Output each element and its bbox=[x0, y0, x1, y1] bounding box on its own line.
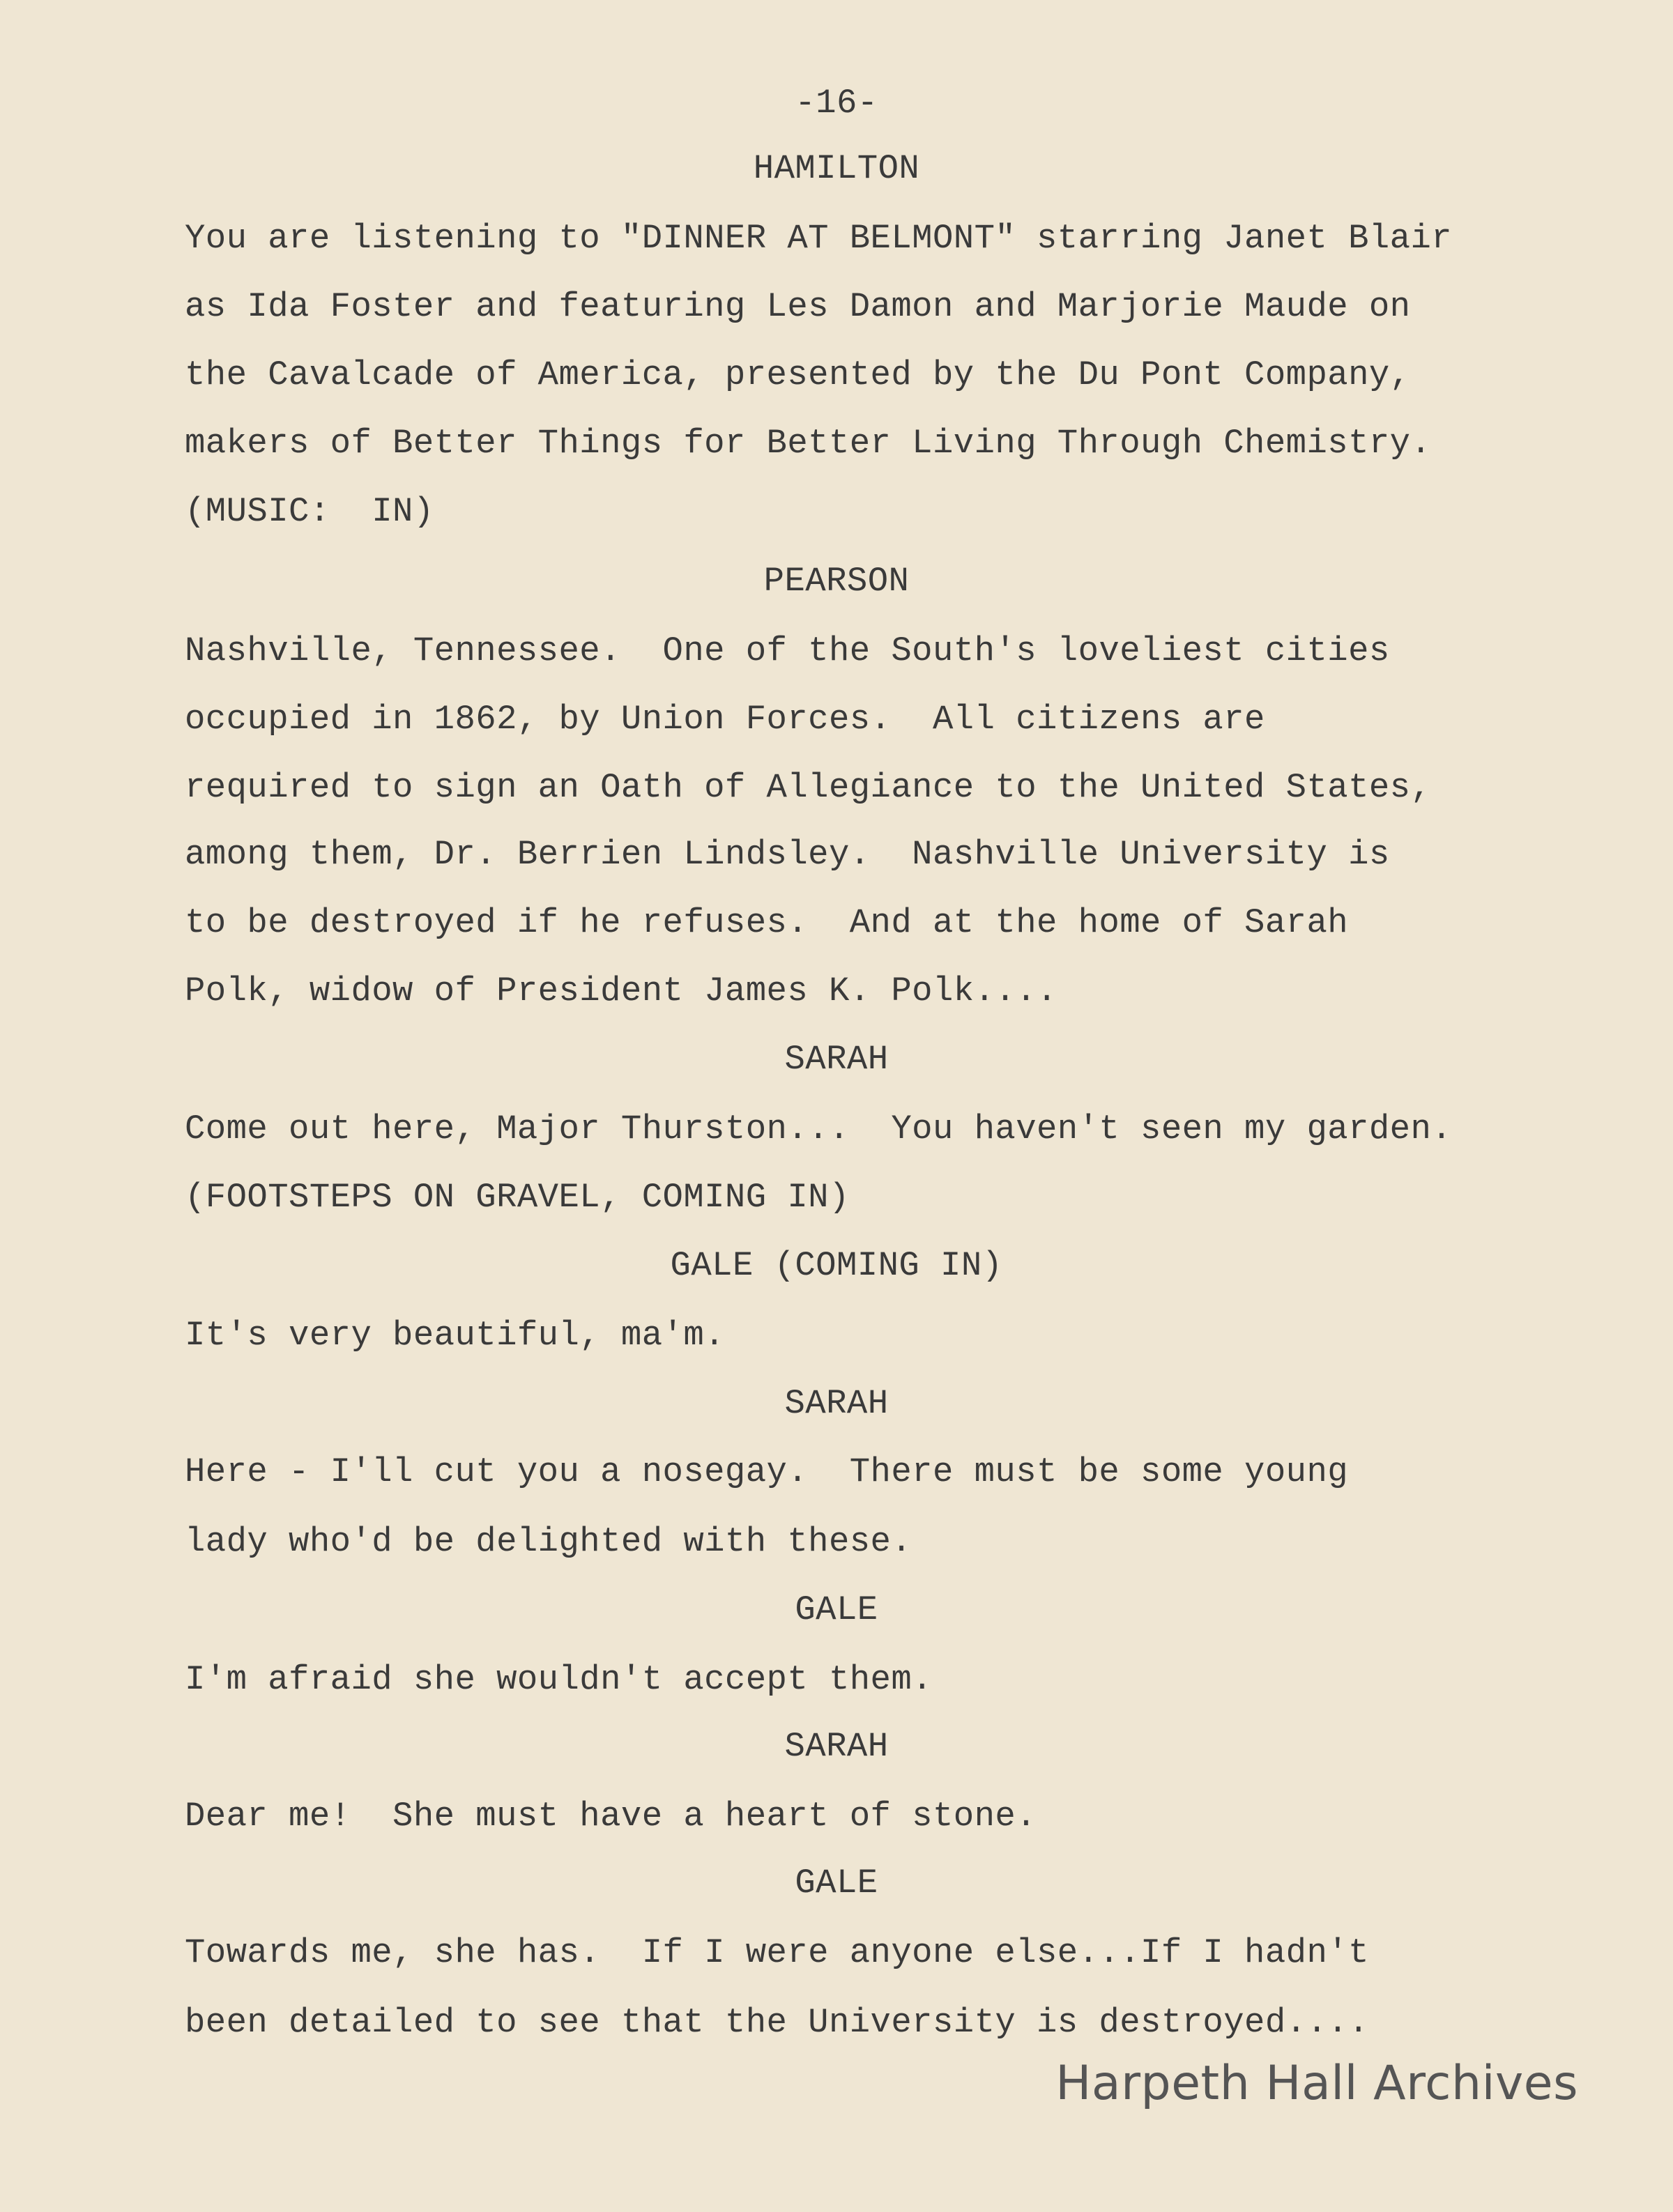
speaker-heading: HAMILTON bbox=[753, 149, 920, 188]
sound-cue: (FOOTSTEPS ON GRAVEL, COMING IN) bbox=[185, 1178, 850, 1217]
speaker-heading: GALE (COMING IN) bbox=[670, 1246, 1003, 1285]
page-number: -16- bbox=[795, 84, 878, 123]
speaker-heading: SARAH bbox=[784, 1727, 889, 1766]
sound-cue: (MUSIC: IN) bbox=[185, 492, 434, 531]
speaker-heading: PEARSON bbox=[763, 562, 910, 601]
script-line: the Cavalcade of America, presented by the Du Pont Company, bbox=[185, 355, 1411, 394]
script-line: Towards me, she has. If I were anyone else...If I hadn't bbox=[185, 1933, 1369, 1972]
speaker-heading: GALE bbox=[795, 1590, 878, 1629]
speaker-heading: SARAH bbox=[784, 1384, 889, 1423]
script-line: required to sign an Oath of Allegiance to the United States, bbox=[185, 768, 1432, 807]
speaker-heading: GALE bbox=[795, 1864, 878, 1903]
script-line: Polk, widow of President James K. Polk.... bbox=[185, 971, 1057, 1011]
script-line: Dear me! She must have a heart of stone. bbox=[185, 1797, 1037, 1836]
script-line: I'm afraid she wouldn't accept them. bbox=[185, 1660, 933, 1699]
script-line: You are listening to "DINNER AT BELMONT" starring Janet Blair bbox=[185, 219, 1453, 258]
script-line: among them, Dr. Berrien Lindsley. Nashville University is bbox=[185, 835, 1390, 874]
script-line: Nashville, Tennessee. One of the South's loveliest cities bbox=[185, 631, 1390, 670]
script-line: been detailed to see that the University is destroyed.... bbox=[185, 2003, 1369, 2042]
script-line: makers of Better Things for Better Living Through Chemistry. bbox=[185, 424, 1432, 463]
script-line: occupied in 1862, by Union Forces. All citizens are bbox=[185, 700, 1265, 739]
script-line: as Ida Foster and featuring Les Damon and Marjorie Maude on bbox=[185, 287, 1411, 326]
script-line: to be destroyed if he refuses. And at the home of Sarah bbox=[185, 903, 1349, 942]
script-line: lady who'd be delighted with these. bbox=[185, 1522, 912, 1561]
script-line: Here - I'll cut you a nosegay. There must be some young bbox=[185, 1452, 1349, 1491]
speaker-heading: SARAH bbox=[784, 1040, 889, 1079]
script-line: Come out here, Major Thurston... You haven't seen my garden. bbox=[185, 1109, 1453, 1149]
script-line: It's very beautiful, ma'm. bbox=[185, 1316, 725, 1355]
archive-watermark: Harpeth Hall Archives bbox=[1055, 2056, 1578, 2111]
